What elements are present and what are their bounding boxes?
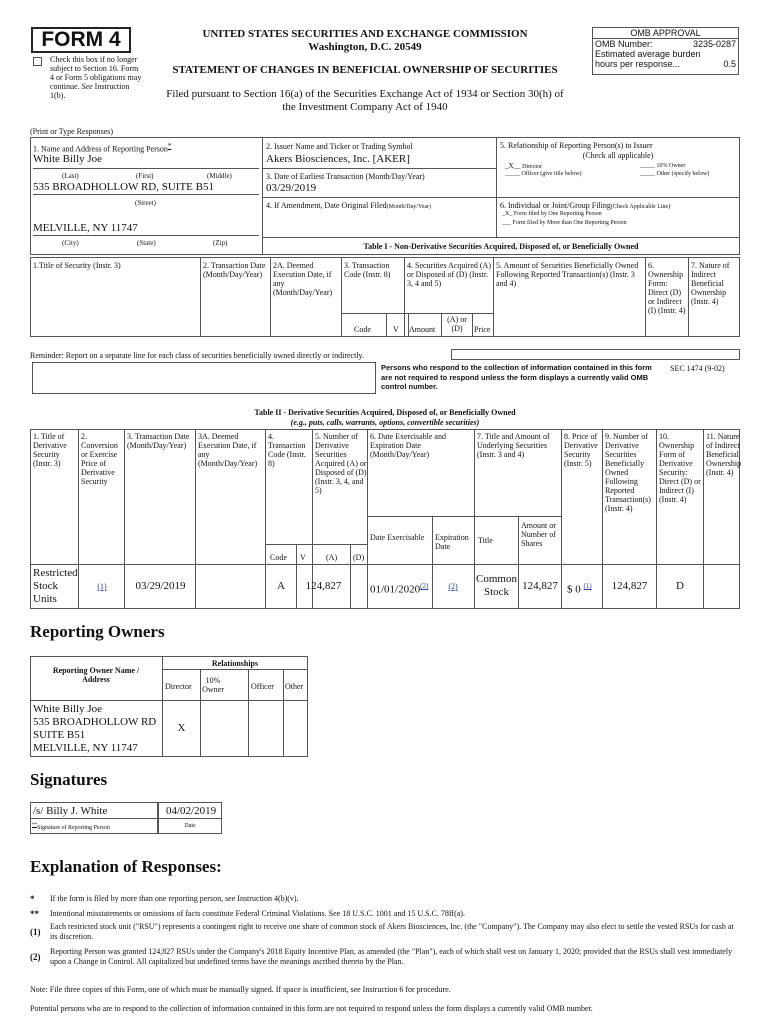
table2-title: Table II - Derivative Securities Acquired, Disposed of, or Beneficially Owned	[254, 408, 516, 417]
statement-title: STATEMENT OF CHANGES IN BENEFICIAL OWNERSHIP OF SECURITIES	[172, 64, 558, 76]
omb-number-value: 3235-0287	[692, 39, 736, 49]
ro-owner-addr3: MELVILLE, NY 11747	[33, 742, 138, 754]
box6-label: 6. Individual or Joint/Group Filing(Check Applicable Line)	[500, 201, 671, 210]
middle-label: (Middle)	[207, 172, 232, 180]
zip-label: (Zip)	[213, 239, 228, 247]
t2-sub-d: (D)	[353, 553, 365, 562]
t1-sub-aord: (A) or (D)	[447, 315, 467, 333]
t1-col7: 7. Nature of Indirect Beneficial Ownership (Instr. 4)	[691, 261, 730, 306]
explanation-note: * If the form is filed by more than one reporting person, see Instruction 4(b)(v).	[30, 894, 299, 904]
other-option: _____ Other (specify below)	[640, 171, 710, 177]
date-label: Date	[184, 823, 196, 829]
issuer-name: Akers Biosciences, Inc. [AKER]	[266, 153, 410, 165]
t2-row-price: $ 0 $^{(1)}$	[567, 582, 592, 596]
t2-row-title: Restricted Stock Units	[33, 567, 78, 605]
ro-col-other: Other	[285, 682, 304, 691]
t2-col11: 11. Nature of Indirect Beneficial Ownership (Instr. 4)	[706, 432, 742, 477]
t1-col2: 2. Transaction Date (Month/Day/Year)	[203, 261, 266, 279]
box6-option-more: ___ Form filed by More than One Reporting Person	[502, 220, 627, 226]
reminder-box-right	[451, 349, 740, 360]
t2-row-code: A	[277, 580, 285, 592]
signature-date: 04/02/2019	[166, 805, 217, 817]
signatures-heading: Signatures	[30, 770, 108, 789]
earliest-transaction-date: 03/29/2019	[266, 182, 317, 194]
director-option: _X__ Director	[505, 162, 543, 170]
persons-notice: Persons who respond to the collection of information contained in this form are not required to respond unless the form displays a currently valid OMB control number.	[381, 363, 652, 391]
no-longer-subject-checkbox[interactable]	[33, 57, 42, 66]
t2-col8: 8. Price of Derivative Security (Instr. 5)	[564, 432, 598, 468]
filed-pursuant: Filed pursuant to Section 16(a) of the Securities Exchange Act of 1934 or Section 30(h) of the Investment Company Act of 1940	[166, 88, 564, 113]
officer-option: _____ Officer (give title below)	[505, 171, 582, 177]
ro-col-director: Director	[165, 682, 192, 691]
t1-col2a: 2A. Deemed Execution Date, if any (Month/Day/Year)	[273, 261, 333, 297]
table1-title: Table I - Non-Derivative Securities Acquired, Disposed of, or Beneficially Owned	[363, 242, 639, 251]
box3-label: 3. Date of Earliest Transaction (Month/Day/Year)	[266, 172, 425, 181]
t2-row-conversion: (1)	[97, 582, 107, 591]
file-note: Note: File three copies of this Form, one of which must be manually signed. If space is insufficient, see Instruction 6 for procedure.	[30, 985, 451, 994]
ro-col-name: Reporting Owner Name / Address	[52, 666, 140, 684]
t2-row-owned-following: 124,827	[611, 580, 648, 592]
t2-col9: 9. Number of Derivative Securities Beneficially Owned Following Reported Transaction(s) (Instr. 4)	[605, 432, 651, 513]
t2-col7: 7. Title and Amount of Underlying Securities (Instr. 3 and 4)	[477, 432, 550, 459]
omb-burden-label: Estimated average burden	[595, 49, 701, 59]
t1-sub-amount: Amount	[409, 325, 436, 334]
signature-value: /s/ Billy J. White	[33, 805, 108, 817]
explanation-note: (2) Reporting Person was granted 124,827 RSUs under the Company's 2018 Equity Incentive Plan, as amended (the "Plan"), each of which shall vest on January 1, 2020; provided that the RSUs shall vest immediately upon a Change in Control. All capitalized but undefined terms have the meanings ascribed thereto by the Plan.	[30, 947, 733, 966]
state-label: (State)	[137, 239, 156, 247]
t2-col10: 10. Ownership Form of Derivative Security: Direct (D) or Indirect (I) (Instr. 4)	[659, 432, 701, 504]
t1-sub-code: Code	[354, 325, 371, 334]
t2-sub-title: Title	[478, 536, 493, 545]
t2-sub-v: V	[300, 553, 306, 562]
t2-row-date: 03/29/2019	[135, 580, 186, 592]
city-label: (City)	[62, 239, 79, 247]
t2-sub-exp: Expiration Date	[435, 533, 469, 551]
first-label: (First)	[136, 172, 154, 180]
sec-code: SEC 1474 (9-02)	[670, 364, 725, 373]
t2-row-acquired: 124,827	[305, 580, 342, 592]
ro-col-officer: Officer	[251, 682, 274, 691]
reminder-text: Reminder: Report on a separate line for each class of securities beneficially owned directly or indirectly.	[30, 351, 365, 360]
city-value: MELVILLE, NY 11747	[33, 222, 138, 234]
box2-label: 2. Issuer Name and Ticker or Trading Symbol	[266, 142, 413, 151]
ro-owner-name: White Billy Joe	[33, 703, 103, 715]
t2-col5: 5. Number of Derivative Securities Acquired (A) or Disposed of (D) (Instr. 3, 4, and 5)	[315, 432, 367, 495]
t1-col6: 6. Ownership Form: Direct (D) or Indirect (I) (Instr. 4)	[648, 261, 686, 315]
omb-approval-box	[592, 27, 739, 75]
omb-hours-value: 0.5	[723, 59, 736, 69]
t2-sub-amount: Amount or Number of Shares	[521, 521, 556, 548]
t2-row-underlying-title: Common Stock	[476, 573, 517, 598]
t1-col1: 1.Title of Security (Instr. 3)	[33, 261, 121, 270]
ro-director-mark: X	[177, 722, 186, 734]
commission-location: Washington, D.C. 20549	[308, 41, 422, 53]
t2-col2: 2. Conversion or Exercise Price of Derivative Security	[81, 432, 118, 486]
omb-title: OMB APPROVAL	[593, 28, 738, 39]
t1-sub-v: V	[393, 325, 399, 334]
form-title-box	[31, 27, 131, 53]
box6-option-one: _X_ Form filed by One Reporting Person	[502, 211, 602, 217]
t2-row-underlying-amount: 124,827	[522, 580, 558, 592]
t2-row-expiration: (2)	[448, 582, 458, 591]
omb-hours-label: hours per response...	[595, 59, 681, 69]
t2-col1: 1. Title of Derivative Security (Instr. 3)	[33, 432, 67, 468]
t2-col6: 6. Date Exercisable and Expiration Date (Month/Day/Year)	[370, 432, 446, 459]
ten-owner-option: _____ 10% Owner	[640, 163, 686, 169]
table2-subtitle: (e.g., puts, calls, warrants, options, convertible securities)	[290, 418, 480, 427]
potential-persons-note: Potential persons who are to respond to the collection of information contained in this form are not required to respond unless the form displays a currently valid OMB number.	[30, 1004, 593, 1013]
box1-label: 1. Name and Address of Reporting Person*	[33, 142, 172, 154]
signature-label: **Signature of Reporting Person	[32, 823, 110, 831]
explanation-heading: Explanation of Responses:	[30, 857, 222, 876]
ro-owner-addr2: SUITE B51	[33, 729, 86, 741]
street-label: (Street)	[135, 199, 156, 207]
reporting-owners-heading: Reporting Owners	[30, 622, 165, 641]
t2-sub-a: (A)	[326, 553, 338, 562]
t2-col3a: 3A. Deemed Execution Date, if any (Month/Day/Year)	[198, 432, 258, 468]
t2-row-ownership-form: D	[676, 580, 684, 592]
t2-row-exercisable: 01/01/2020$^{(2)}$	[370, 582, 429, 596]
t1-col3: 3. Transaction Code (Instr. 8)	[344, 261, 391, 279]
t2-sub-code: Code	[270, 553, 287, 562]
omb-number-label: OMB Number:	[595, 39, 653, 49]
box5-sub: (Check all applicable)	[582, 151, 654, 160]
reporting-person-name: White Billy Joe	[33, 153, 103, 165]
form-title: FORM 4	[41, 28, 121, 51]
box5-label: 5. Relationship of Reporting Person(s) to Issuer	[500, 141, 653, 150]
box4-label: 4. If Amendment, Date Original Filed(Month/Day/Year)	[266, 201, 432, 210]
print-type: (Print or Type Responses)	[30, 127, 114, 136]
street-value: 535 BROADHOLLOW RD, SUITE B51	[33, 181, 214, 193]
t1-sub-price: Price	[474, 325, 491, 334]
explanation-note: ** Intentional misstatements or omissions of facts constitute Federal Criminal Violations. See 18 U.S.C. 1001 and 15 U.S.C. 78ff(a).	[30, 909, 465, 919]
reminder-box-left	[32, 362, 376, 394]
t2-col3: 3. Transaction Date (Month/Day/Year)	[127, 432, 190, 450]
t2-col4: 4. Transaction Code (Instr. 8)	[268, 432, 306, 468]
explanation-note: (1) Each restricted stock unit ("RSU") represents a contingent right to receive one share of common stock of Akers Biosciences, Inc. (the "Company"). The Company may also elect to settle the vested RSUs for cash at its discretion.	[30, 922, 734, 941]
ro-col-relationships: Relationships	[211, 659, 259, 668]
ro-owner-addr1: 535 BROADHOLLOW RD	[33, 716, 157, 728]
t2-sub-date-ex: Date Exercisable	[370, 533, 425, 542]
t1-col5: 5. Amount of Securities Beneficially Owned Following Reported Transaction(s) (Instr. 3 and 4)	[496, 261, 639, 288]
checkbox-text: Check this box if no longer subject to Section 16. Form 4 or Form 5 obligations may continue. See Instruction 1(b).	[50, 55, 142, 100]
t1-col4: 4. Securities Acquired (A) or Disposed of (D) (Instr. 3, 4 and 5)	[407, 261, 491, 288]
ro-col-ten: 10% Owner	[202, 676, 224, 694]
commission-name: UNITED STATES SECURITIES AND EXCHANGE COMMISSION	[202, 28, 528, 40]
last-label: (Last)	[62, 172, 79, 180]
